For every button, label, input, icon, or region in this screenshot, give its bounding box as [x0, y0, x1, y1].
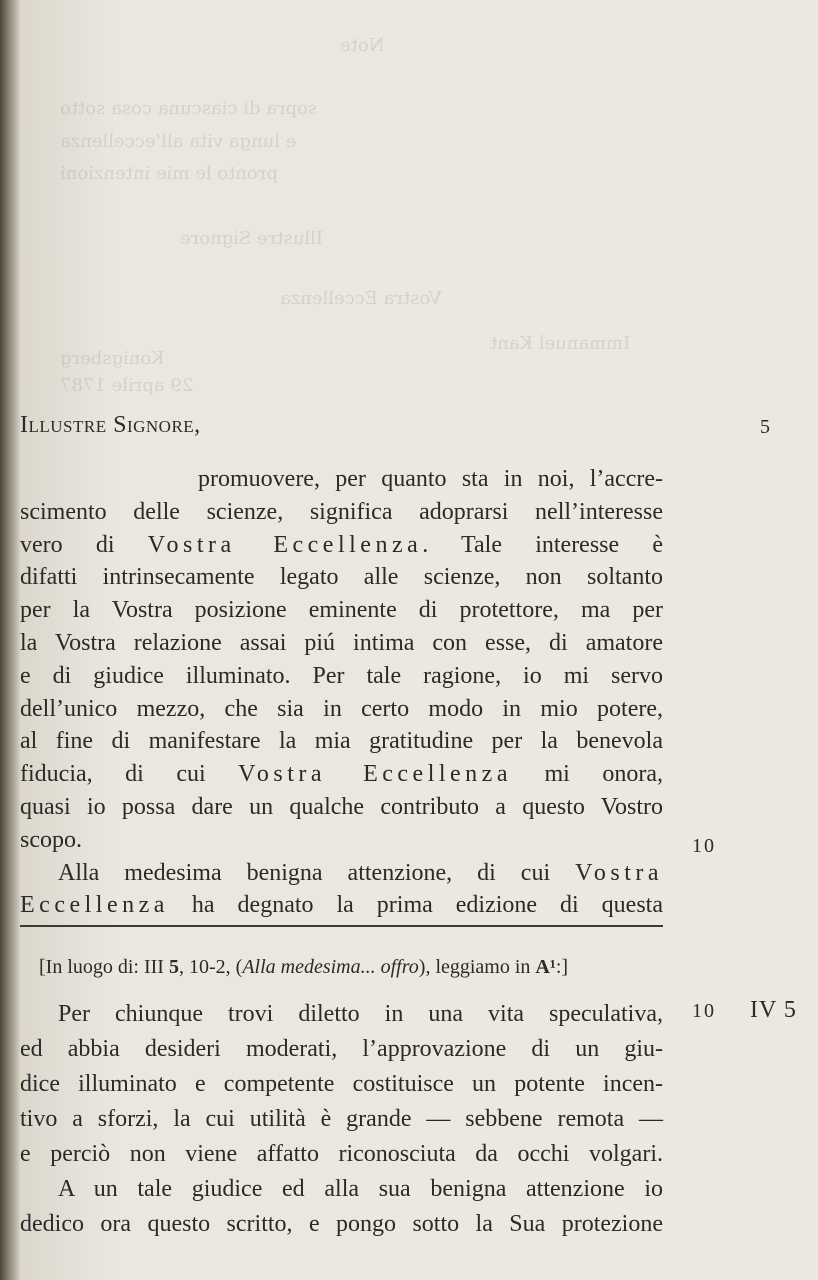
footnote-text: :] — [555, 956, 569, 978]
text-line: A un tale giudice ed alla sua benigna attenzione io — [58, 1176, 663, 1202]
bleed-line: sopra di ciascuna cosa sotto — [60, 98, 318, 119]
text-line: per la Vostra posizione eminente di protettore, ma per — [20, 597, 663, 624]
footnote-text: [In luogo di: III — [39, 956, 164, 978]
bleed-line: pronto le mie intenzioni — [60, 163, 278, 184]
text-fragment: . Tale interesse è — [422, 531, 664, 558]
text-fragment: vero di — [20, 531, 115, 558]
footnote-text: , 10-2, ( — [178, 956, 243, 978]
footnote-italic: Alla medesima... offro — [242, 956, 419, 978]
bleed-through-text — [20, 0, 818, 396]
text-line: tivo a sforzi, la cui utilità è grande — sebbene remota — — [20, 1106, 663, 1132]
text-line: e di giudice illuminato. Per tale ragione, io mi servo — [20, 662, 663, 689]
text-line: dedico ora questo scritto, e pongo sotto la Sua protezione — [20, 1211, 663, 1237]
text-line: al fine di manifestare la mia gratitudine per la benevola — [20, 728, 663, 755]
bleed-line: e lunga vita all’eccellenza — [60, 131, 297, 152]
bleed-line: Immanuel Kant — [490, 333, 631, 354]
spaced-title-text: Vostra — [575, 859, 663, 886]
text-line — [20, 889, 663, 922]
text-line — [20, 758, 663, 791]
text-line: e perciò non viene affatto riconosciuta da occhi volgari. — [20, 1141, 663, 1167]
text-line: scimento delle scienze, significa adoprarsi nell’interesse — [20, 498, 663, 525]
text-line: quasi io possa dare un qualche contributo a questo Vostro — [20, 793, 663, 820]
text-line — [20, 857, 663, 890]
text-line: Per chiunque trovi diletto in una vita speculativa, — [58, 1001, 663, 1027]
line-number-10: 10 — [692, 835, 716, 857]
footnote — [39, 956, 568, 979]
bleed-line: Konigsberg — [60, 348, 165, 369]
footnote-text: ), leggiamo in — [418, 956, 531, 978]
text-line: scopo. — [20, 826, 82, 853]
spaced-title-text: Vostra Eccellenza — [238, 761, 512, 788]
text-line: promuovere, per quanto sta in noi, l’accre- — [198, 466, 663, 492]
text-line: dell’unico mezzo, che sia in certo modo in mio potere, — [20, 695, 663, 722]
variant-text-block — [20, 998, 663, 1243]
text-line: ed abbia desideri moderati, l’approvazione di un giu- — [20, 1036, 663, 1062]
variant-line-number: 10 — [692, 1000, 716, 1022]
text-fragment: Alla medesima benigna attenzione, di cui — [58, 859, 551, 886]
footnote-ref: 5 — [168, 956, 179, 978]
book-page — [20, 0, 818, 1280]
text-line: dice illuminato e competente costituisce un potente incen- — [20, 1071, 663, 1097]
bleed-line: Note — [340, 35, 385, 56]
dedication-paragraph — [20, 463, 663, 922]
spaced-title-text: Eccellenza — [20, 892, 169, 919]
bleed-line: Vostra Eccellenza — [280, 288, 442, 309]
text-line — [20, 529, 663, 562]
text-fragment: mi onora, — [544, 761, 664, 788]
line-number-5: 5 — [760, 416, 772, 438]
footnote-source: A¹ — [535, 956, 556, 978]
book-gutter-shadow — [0, 0, 20, 1280]
text-fragment: ha degnato la prima edizione di questa — [191, 892, 663, 919]
bleed-line: 29 aprile 1787 — [60, 375, 194, 396]
variant-page-reference: IV 5 — [750, 997, 797, 1023]
bleed-line: Illustre Signore — [180, 228, 323, 249]
text-line: la Vostra relazione assai piú intima con esse, di amatore — [20, 629, 663, 656]
salutation-heading: Illustre Signore, — [20, 412, 201, 438]
text-line: difatti intrinsecamente legato alle scienze, non soltanto — [20, 564, 663, 591]
spaced-title-text: Vostra Eccellenza — [147, 531, 423, 558]
text-fragment: fiducia, di cui — [20, 761, 206, 788]
footnote-divider — [20, 925, 663, 927]
